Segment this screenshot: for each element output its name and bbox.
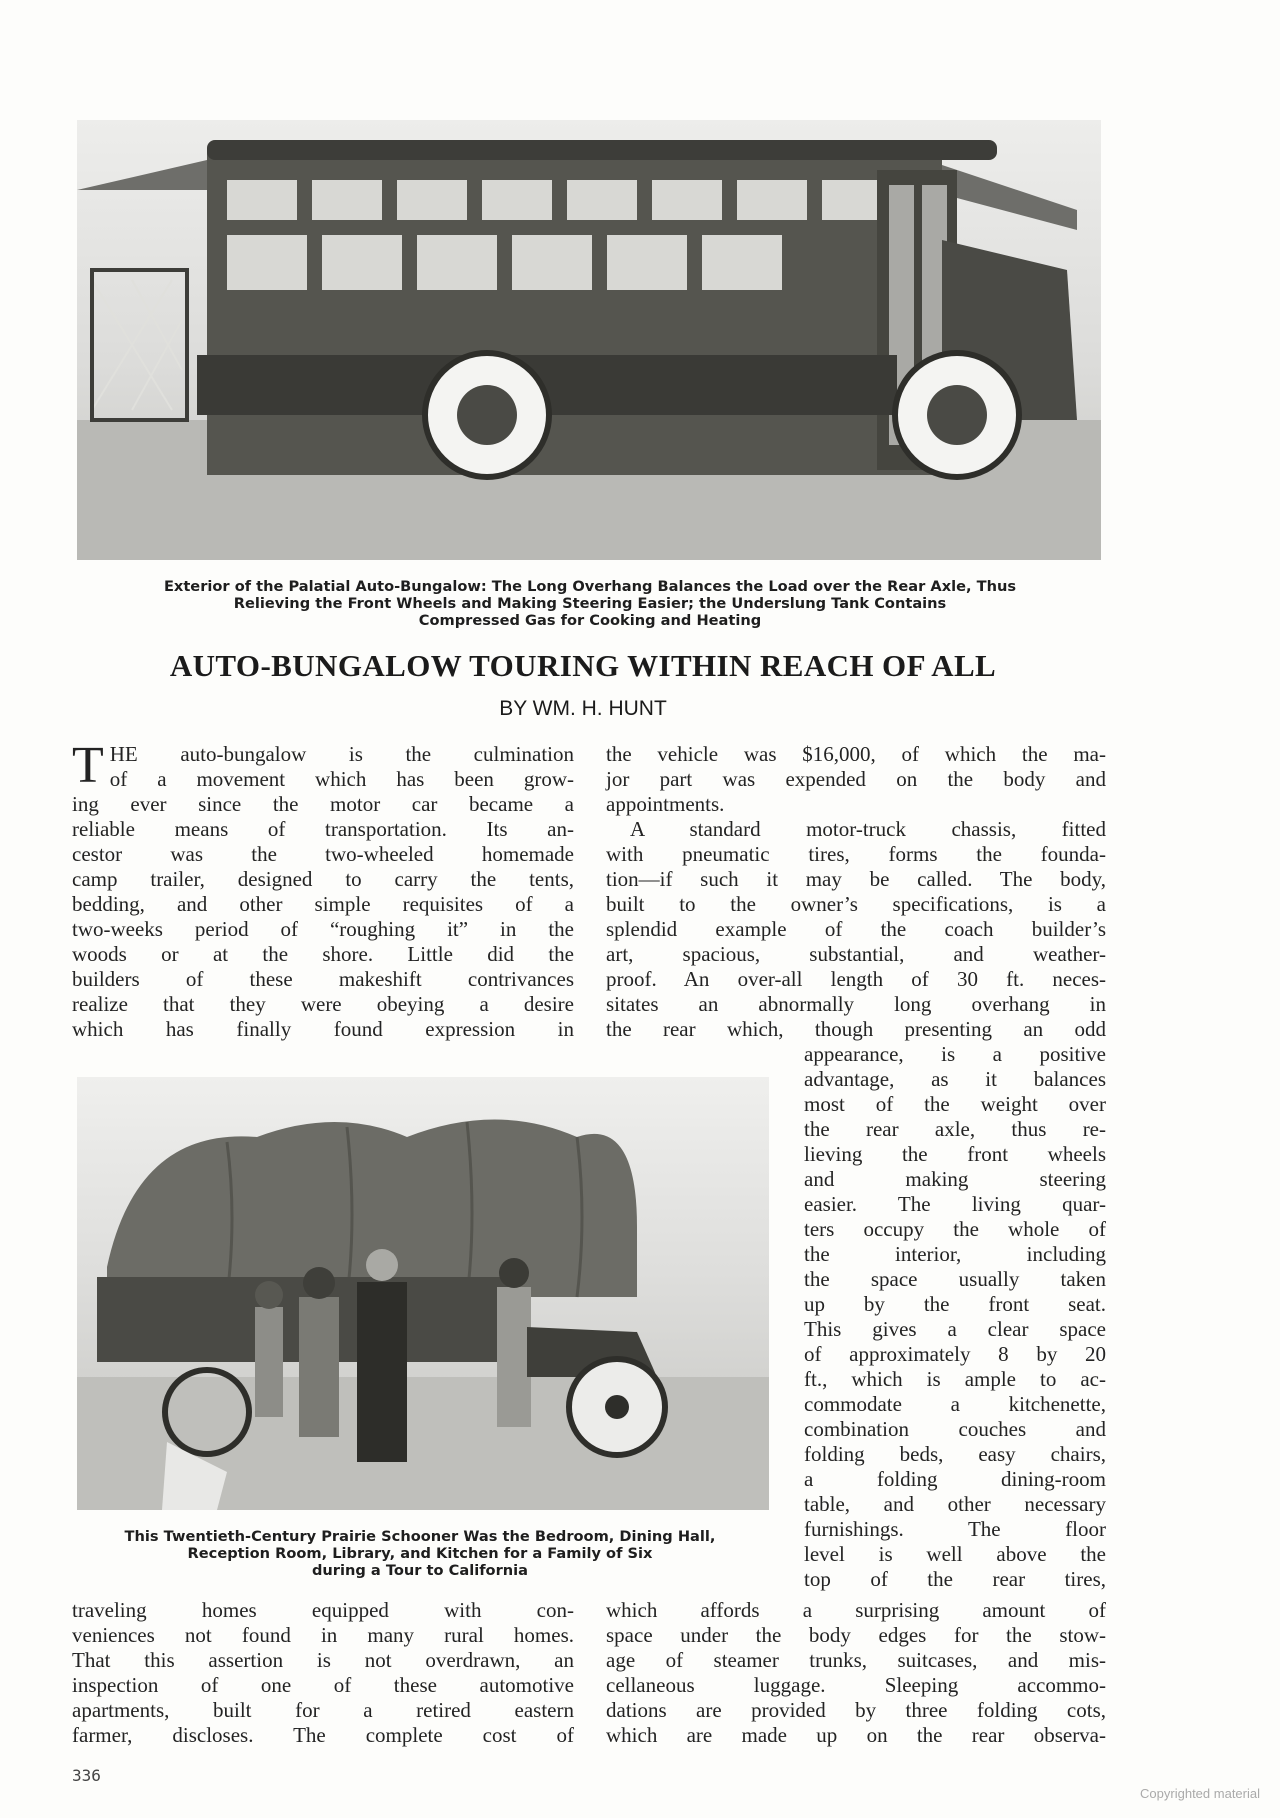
text-line: HE auto-bungalow is the culmination — [109, 742, 574, 766]
text-line: woods or at the shore. Little did the — [72, 942, 574, 966]
text-line: apartments, built for a retired eastern — [72, 1698, 574, 1722]
text-line: sitates an abnormally long overhang in — [606, 992, 1106, 1016]
text-line: with pneumatic tires, forms the founda- — [606, 842, 1106, 866]
text-line: That this assertion is not overdrawn, an — [72, 1648, 574, 1672]
text-line: jor part was expended on the body and — [606, 767, 1106, 791]
text-line: age of steamer trunks, suitcases, and mis- — [606, 1648, 1106, 1672]
col2-bottom-text — [606, 1598, 1106, 1748]
text-line: which affords a surprising amount of — [606, 1598, 1106, 1622]
auto-bungalow-photo — [77, 120, 1101, 560]
col2-narrow-text — [804, 1042, 1106, 1592]
text-line: built to the owner’s specifications, is a — [606, 892, 1106, 916]
col2-top-text — [606, 742, 1106, 1042]
figure2-caption-line: Reception Room, Library, and Kitchen for a Family of Six — [187, 1545, 653, 1562]
text-line: inspection of one of these automotive — [72, 1673, 574, 1697]
text-line: lieving the front wheels — [804, 1142, 1106, 1166]
drop-cap: T — [72, 737, 104, 794]
text-line: of approximately 8 by 20 — [804, 1342, 1106, 1366]
figure2-caption — [62, 1528, 778, 1579]
text-line: two-weeks period of “roughing it” in the — [72, 917, 574, 941]
text-line: builders of these makeshift contrivances — [72, 967, 574, 991]
text-line: art, spacious, substantial, and weather- — [606, 942, 1106, 966]
text-line: folding beds, easy chairs, — [804, 1442, 1106, 1466]
text-line: splendid example of the coach builder’s — [606, 917, 1106, 941]
text-line: ft., which is ample to ac- — [804, 1367, 1106, 1391]
text-line: cellaneous luggage. Sleeping accommo- — [606, 1673, 1106, 1697]
text-line: a folding dining-room — [804, 1467, 1106, 1491]
text-line: most of the weight over — [804, 1092, 1106, 1116]
figure2-caption-line: This Twentieth-Century Prairie Schooner Was the Bedroom, Dining Hall, — [124, 1528, 716, 1545]
col1-top-text — [72, 737, 574, 1042]
copyright-watermark: Copyrighted material — [1140, 1786, 1260, 1801]
text-line: the vehicle was $16,000, of which the ma- — [606, 742, 1106, 766]
text-line: and making steering — [804, 1167, 1106, 1191]
text-line: the space usually taken — [804, 1267, 1106, 1291]
text-line: the interior, including — [804, 1242, 1106, 1266]
text-line: the rear which, though presenting an odd — [606, 1017, 1106, 1041]
text-line: ing ever since the motor car became a — [72, 792, 574, 816]
text-line: farmer, discloses. The complete cost of — [72, 1723, 574, 1747]
text-line: tion—if such it may be called. The body, — [606, 867, 1106, 891]
text-line: appearance, is a positive — [804, 1042, 1106, 1066]
figure1-caption-line: Compressed Gas for Cooking and Heating — [418, 612, 762, 629]
text-line: veniences not found in many rural homes. — [72, 1623, 574, 1647]
text-line: space under the body edges for the stow- — [606, 1623, 1106, 1647]
text-line: which are made up on the rear observa- — [606, 1723, 1106, 1747]
text-line: advantage, as it balances — [804, 1067, 1106, 1091]
text-line: easier. The living quar- — [804, 1192, 1106, 1216]
text-line: bedding, and other simple requisites of a — [72, 892, 574, 916]
text-line: the rear axle, thus re- — [804, 1117, 1106, 1141]
page-number: 336 — [72, 1766, 101, 1785]
figure1-caption-line: Relieving the Front Wheels and Making Steering Easier; the Underslung Tank Contains — [233, 595, 947, 612]
figure1-caption-line: Exterior of the Palatial Auto-Bungalow: The Long Overhang Balances the Load over the Rear Axle, Thus — [163, 578, 1017, 595]
text-line: reliable means of transportation. Its an- — [72, 817, 574, 841]
text-line: top of the rear tires, — [804, 1567, 1106, 1591]
col1-bottom-text — [72, 1598, 574, 1748]
text-line: of a movement which has been grow- — [109, 767, 574, 791]
text-line: proof. An over-all length of 30 ft. neces- — [606, 967, 1106, 991]
text-line: This gives a clear space — [804, 1317, 1106, 1341]
text-line: combination couches and — [804, 1417, 1106, 1441]
text-line: which has finally found expression in — [72, 1017, 574, 1041]
text-line: dations are provided by three folding cots, — [606, 1698, 1106, 1722]
text-line: level is well above the — [804, 1542, 1106, 1566]
text-line: A standard motor-truck chassis, fitted — [630, 817, 1106, 841]
text-line: furnishings. The floor — [804, 1517, 1106, 1541]
text-line: appointments. — [606, 792, 725, 816]
article-headline: AUTO-BUNGALOW TOURING WITHIN REACH OF ALL — [169, 648, 997, 683]
text-line: ters occupy the whole of — [804, 1217, 1106, 1241]
text-line: cestor was the two-wheeled homemade — [72, 842, 574, 866]
article-byline: BY WM. H. HUNT — [499, 697, 667, 720]
text-line: up by the front seat. — [804, 1292, 1106, 1316]
text-line: traveling homes equipped with con- — [72, 1598, 574, 1622]
text-line: commodate a kitchenette, — [804, 1392, 1106, 1416]
prairie-schooner-photo — [77, 1077, 769, 1510]
text-line: realize that they were obeying a desire — [72, 992, 574, 1016]
text-line: table, and other necessary — [804, 1492, 1106, 1516]
figure1-caption — [60, 578, 1120, 629]
text-line: camp trailer, designed to carry the tents, — [72, 867, 574, 891]
figure2-caption-line: during a Tour to California — [311, 1562, 529, 1579]
